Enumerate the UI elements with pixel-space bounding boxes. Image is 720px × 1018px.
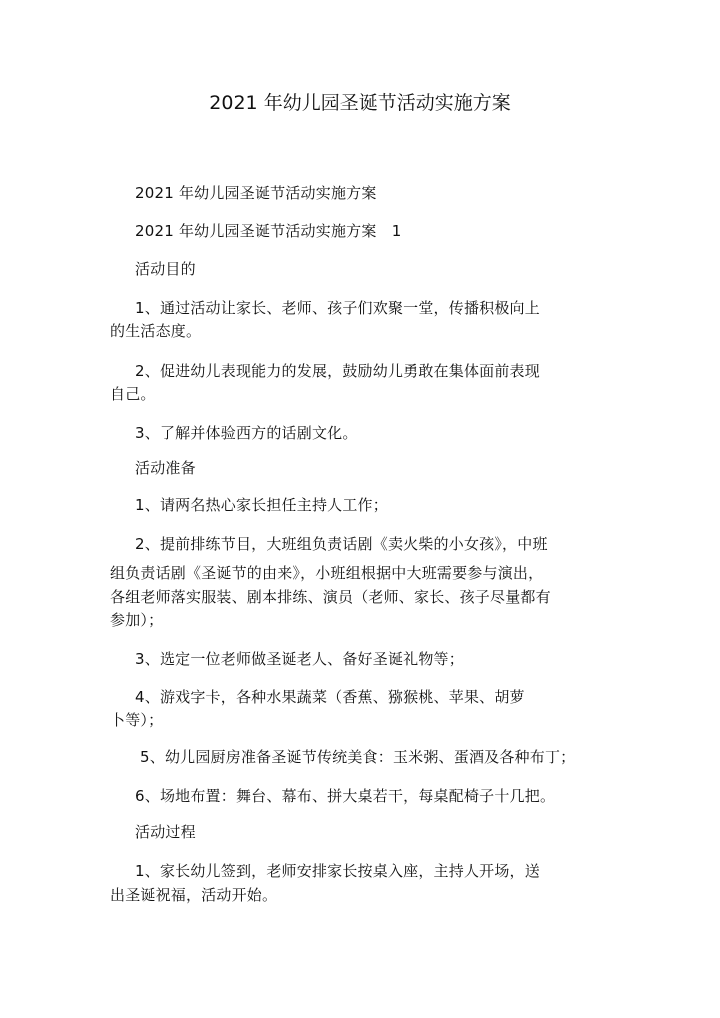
prep-item-2-cont-3: 参加）； [110, 611, 164, 629]
prep-item-5: 5、幼儿园厨房准备圣诞节传统美食：玉米粥、蛋酒及各种布丁； [140, 748, 576, 766]
document-subtitle: 2021 年幼儿园圣诞节活动实施方案 [135, 184, 377, 202]
section-heading-purpose: 活动目的 [135, 260, 196, 278]
prep-item-2-cont-1: 组负责话剧《圣诞节的由来》，小班组根据中大班需要参与演出， [110, 564, 544, 582]
prep-item-1: 1、请两名热心家长担任主持人工作； [135, 496, 388, 514]
prep-item-2: 2、提前排练节目，大班组负责话剧《卖火柴的小女孩》，中班 [135, 535, 548, 553]
section-heading-process: 活动过程 [135, 823, 196, 841]
plan-heading: 2021 年幼儿园圣诞节活动实施方案 1 [135, 222, 402, 240]
prep-item-3: 3、选定一位老师做圣诞老人、备好圣诞礼物等； [135, 650, 464, 668]
process-item-1: 1、家长幼儿签到，老师安排家长按桌入座，主持人开场，送 [135, 862, 540, 880]
prep-item-6: 6、场地布置：舞台、幕布、拼大桌若干，每桌配椅子十几把。 [135, 787, 556, 805]
process-item-1-cont: 出圣诞祝福，活动开始。 [110, 886, 278, 904]
purpose-item-1: 1、通过活动让家长、老师、孩子们欢聚一堂，传播积极向上 [135, 299, 540, 317]
prep-item-2-cont-2: 各组老师落实服装、剧本排练、演员（老师、家长、孩子尽量都有 [110, 588, 551, 606]
purpose-item-1-cont: 的生活态度。 [110, 322, 202, 340]
prep-item-4: 4、游戏字卡，各种水果蔬菜（香蕉、猕猴桃、苹果、胡萝 [135, 688, 525, 706]
purpose-item-2-cont: 自己。 [110, 385, 156, 403]
document-title: 2021 年幼儿园圣诞节活动实施方案 [209, 92, 511, 114]
purpose-item-3: 3、了解并体验西方的话剧文化。 [135, 424, 358, 442]
prep-item-4-cont: 卜等）； [110, 711, 164, 729]
purpose-item-2: 2、促进幼儿表现能力的发展，鼓励幼儿勇敢在集体面前表现 [135, 362, 540, 380]
section-heading-preparation: 活动准备 [135, 459, 196, 477]
